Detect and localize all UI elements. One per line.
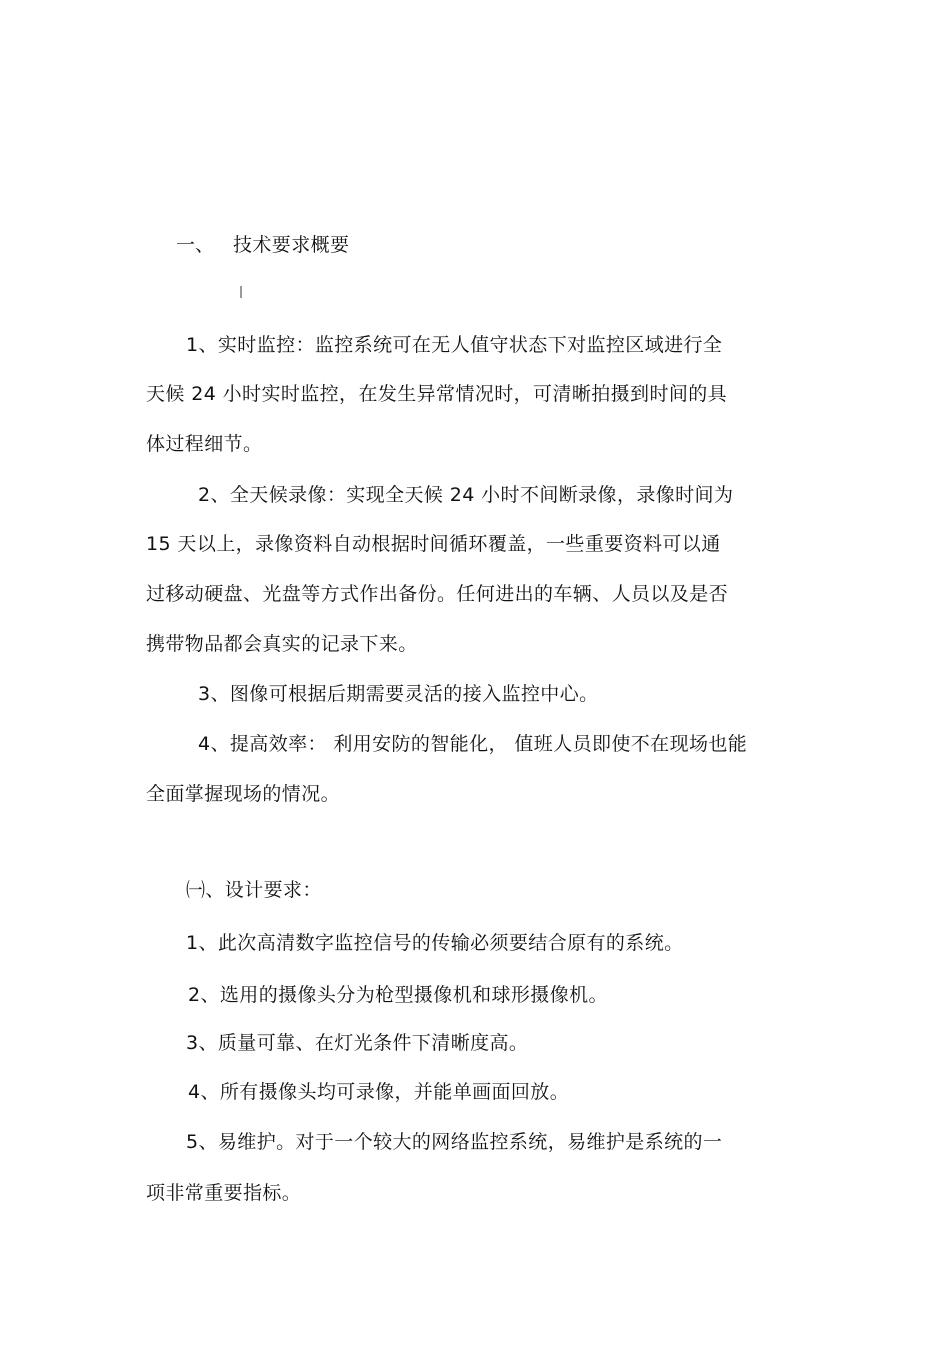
design-item-1-line-1: 1、此次高清数字监控信号的传输必须要结合原有的系统。 xyxy=(186,932,684,954)
background-watermark-image xyxy=(585,1005,807,1145)
overview-item-4-line-2: 全面掌握现场的情况。 xyxy=(146,783,341,805)
design-item-4-line-1: 4、所有摄像头均可录像，并能单画面回放。 xyxy=(188,1081,570,1103)
scan-artifact-mark xyxy=(240,286,242,298)
section-title: 技术要求概要 xyxy=(233,234,350,256)
design-item-3-line-1: 3、质量可靠、在灯光条件下清晰度高。 xyxy=(186,1032,529,1054)
section-number: 一、 xyxy=(176,234,215,256)
overview-item-2-line-4: 携带物品都会真实的记录下来。 xyxy=(146,633,418,655)
overview-item-1-line-3: 体过程细节。 xyxy=(146,433,263,455)
design-heading: ㈠、设计要求： xyxy=(186,879,322,901)
overview-item-3-line-1: 3、图像可根据后期需要灵活的接入监控中心。 xyxy=(198,683,599,705)
design-item-5-line-1: 5、易维护。对于一个较大的网络监控系统，易维护是系统的一 xyxy=(186,1131,723,1153)
overview-item-1-line-2: 天候 24 小时实时监控，在发生异常情况时，可清晰拍摄到时间的具 xyxy=(146,383,728,405)
overview-item-2-line-2: 15 天以上，录像资料自动根据时间循环覆盖，一些重要资料可以通 xyxy=(146,533,721,555)
design-item-2-line-1: 2、选用的摄像头分为枪型摄像机和球形摄像机。 xyxy=(188,984,608,1006)
watermark-landscape-icon xyxy=(585,1005,807,1145)
overview-item-2-line-3: 过移动硬盘、光盘等方式作出备份。任何进出的车辆、人员以及是否 xyxy=(146,583,729,605)
design-item-5-line-2: 项非常重要指标。 xyxy=(146,1182,302,1204)
overview-item-1-line-1: 1、实时监控：监控系统可在无人值守状态下对监控区域进行全 xyxy=(186,334,723,356)
overview-item-2-line-1: 2、全天候录像：实现全天候 24 小时不间断录像，录像时间为 xyxy=(198,484,734,506)
overview-item-4-line-1: 4、提高效率： 利用安防的智能化， 值班人员即使不在现场也能 xyxy=(198,733,748,755)
